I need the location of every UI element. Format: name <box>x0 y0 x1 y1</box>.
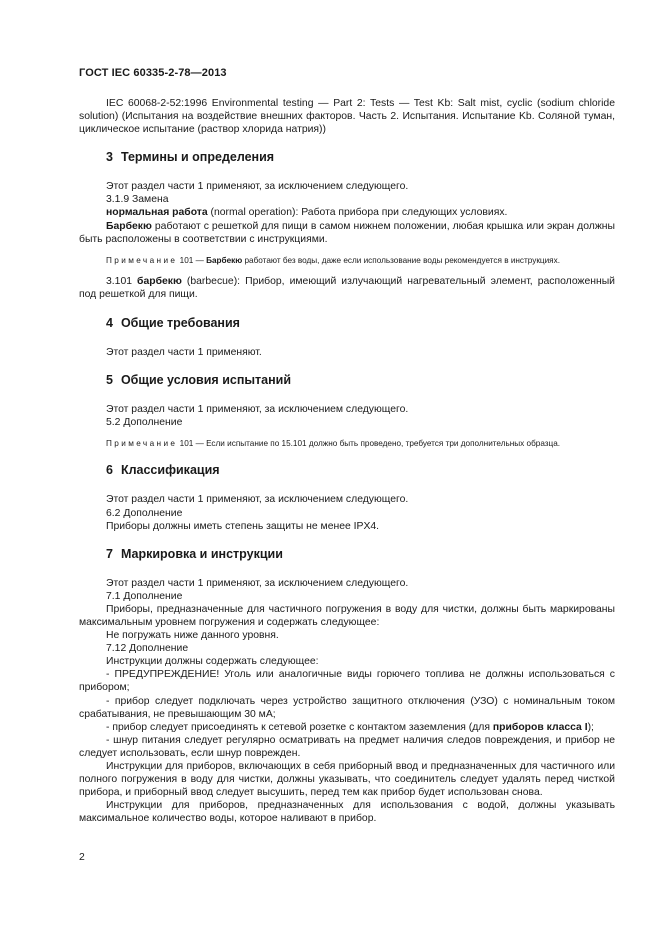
paragraph: Не погружать ниже данного уровня. <box>106 630 279 642</box>
section-title: Термины и определения <box>120 150 275 165</box>
section-title: Классификация <box>120 463 220 478</box>
section-number: 7 <box>106 546 113 561</box>
section-4-heading <box>79 316 615 331</box>
section-number: 5 <box>106 372 113 387</box>
term: приборов класса I <box>492 721 588 733</box>
paragraph: Приборы, предназначенные для частичного погружения в воду для чистки, должны быть маркированы максимальным уровнем погружения и содержать следующее: <box>79 603 615 628</box>
paragraph: нормальная работа (normal operation): Работа прибора при следующих условиях. <box>106 207 508 219</box>
section-3-heading <box>79 150 615 165</box>
paragraph: Инструкции должны содержать следующее: <box>106 656 319 668</box>
note: Примечание 101 — Барбекю работают без воды, даже если использование воды рекомендуется в инструкциях. <box>106 255 560 265</box>
page-number: 2 <box>79 852 85 863</box>
term: Барбекю <box>206 255 243 265</box>
paragraph: Этот раздел части 1 применяют. <box>106 346 262 358</box>
clause-number: 5.2 Дополнение <box>106 416 183 428</box>
section-5-heading <box>79 373 615 388</box>
section-number: 6 <box>106 463 113 478</box>
section-6-heading <box>79 463 615 478</box>
term: нормальная работа <box>106 207 208 219</box>
term: барбекю <box>137 276 182 288</box>
list-item: - прибор следует подключать через устройство защитного отключения (УЗО) с номинальным током срабатывания, не превышающим 30 мА; <box>79 695 615 720</box>
section-7-heading <box>79 547 615 562</box>
clause-number: 7.1 Дополнение <box>106 590 183 602</box>
paragraph: Приборы должны иметь степень защиты не менее IPX4. <box>106 520 380 532</box>
paragraph: 3.101 барбекю (barbecue): Прибор, имеющий излучающий нагревательный элемент, расположенный под решеткой для пищи. <box>79 276 615 301</box>
section-number: 3 <box>106 150 113 165</box>
note: Примечание 101 — Если испытание по 15.101 должно быть проведено, требуется три дополнительных образца. <box>106 438 561 448</box>
clause-number: 3.1.9 Замена <box>106 194 169 206</box>
section-title: Общие условия испытаний <box>120 372 292 387</box>
paragraph: Инструкции для приборов, предназначенных для использования с водой, должны указывать максимальное количество воды, которое наливают в прибор. <box>79 800 615 825</box>
page-content <box>79 97 615 825</box>
intro-reference: IEC 60068-2-52:1996 Environmental testing — Part 2: Tests — Test Kb: Salt mist, cyclic (sodium chloride solution) (Испытания на воздействие внешних факторов. Часть 2. Испытания. Испытание Kb. Соляной туман, циклическое испытание (раствор хлорида натрия)) <box>79 98 615 136</box>
paragraph: Инструкции для приборов, включающих в себя приборный ввод и предназначенных для частичного или полного погружения в воду для чистки, должны указывать, что соединитель следует удалять перед чисткой прибора, и приборный ввод следует высушить, перед тем как прибор будет использован снова. <box>79 761 615 799</box>
standard-code-header: ГОСТ IEC 60335-2-78—2013 <box>79 67 227 79</box>
paragraph: Барбекю работают с решеткой для пищи в самом нижнем положении, любая крышка или экран должны быть расположены в соответствии с инструкциями. <box>79 220 615 245</box>
list-item: - шнур питания следует регулярно осматривать на предмет наличия следов повреждения, и прибор не следует использовать, если шнур поврежден. <box>79 734 615 759</box>
paragraph: Этот раздел части 1 применяют, за исключением следующего. <box>106 577 409 589</box>
paragraph: Этот раздел части 1 применяют, за исключением следующего. <box>106 403 409 415</box>
paragraph: Этот раздел части 1 применяют, за исключением следующего. <box>106 494 409 506</box>
list-item: - ПРЕДУПРЕЖДЕНИЕ! Уголь или аналогичные виды горючего топлива не должны использоваться с прибором; <box>79 669 615 694</box>
section-title: Маркировка и инструкции <box>120 546 283 561</box>
note-label: Примечание <box>106 438 178 448</box>
section-title: Общие требования <box>120 315 240 330</box>
clause-number: 7.12 Дополнение <box>106 643 189 655</box>
list-item: - прибор следует присоединять к сетевой розетке с контактом заземления (для приборов класса I); <box>106 721 594 733</box>
section-number: 4 <box>106 315 113 330</box>
paragraph: Этот раздел части 1 применяют, за исключением следующего. <box>106 181 409 193</box>
term: Барбекю <box>106 220 152 232</box>
clause-number: 6.2 Дополнение <box>106 507 183 519</box>
note-label: Примечание <box>106 255 178 265</box>
